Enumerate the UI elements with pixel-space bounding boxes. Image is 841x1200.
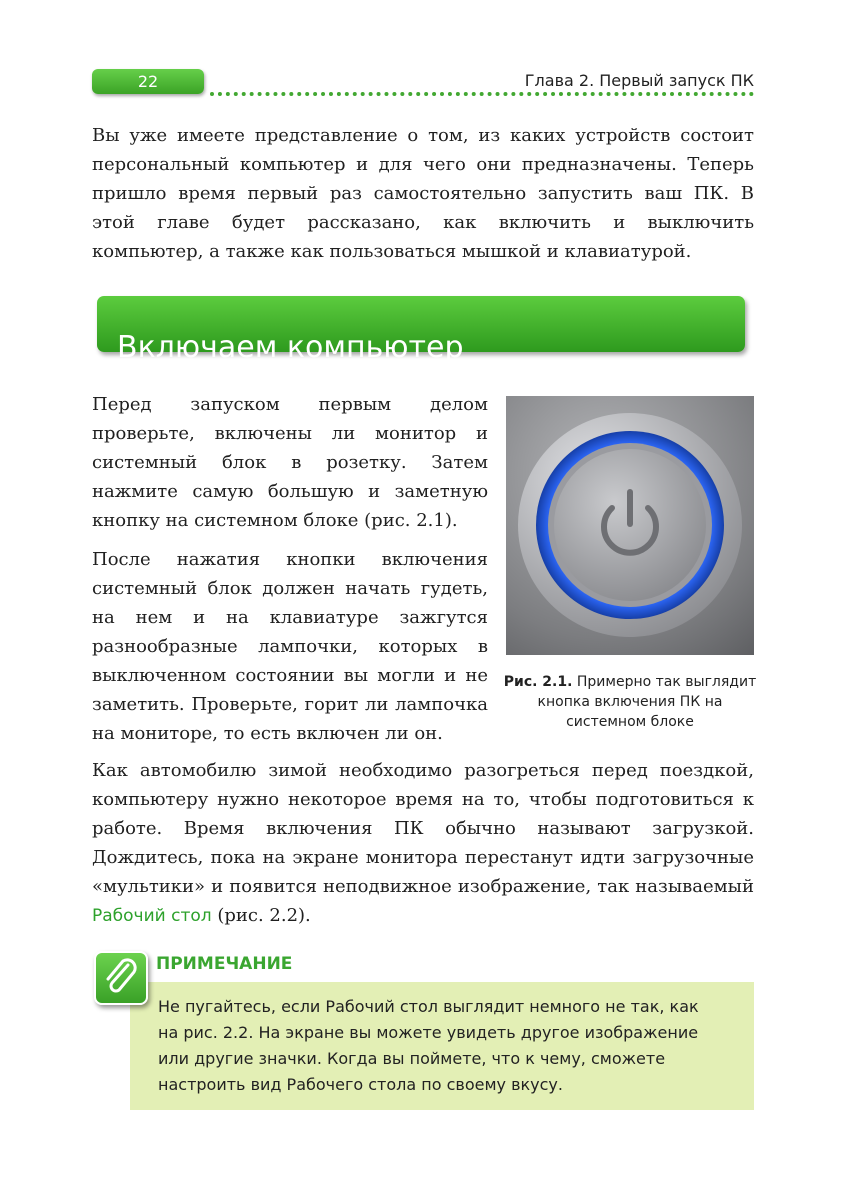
power-icon <box>506 396 754 655</box>
header-dotted-divider <box>210 92 754 96</box>
figure-caption <box>500 672 760 732</box>
paragraph-boot-end: (рис. 2.2). <box>211 905 311 926</box>
figure-label: Рис. 2.1. <box>503 674 573 690</box>
page-number: 22 <box>92 69 204 94</box>
section-title: Включаем компьютер <box>117 329 464 365</box>
paragraph-check-power: Перед запуском первым делом проверьте, включены ли монитор и системный блок в розетку. Затем нажмите самую большую и заметную кнопку на системном блоке (рис. 2.1). <box>92 394 488 531</box>
note-text: Не пугайтесь, если Рабочий стол выглядит немного не так, как на рис. 2.2. На экране вы можете увидеть другое изображение или другие значки. Когда вы поймете, что к чему, сможете настроить вид Рабочего стола по своему вкусу. <box>158 997 699 1094</box>
note-box <box>130 982 754 1110</box>
chapter-title: Глава 2. Первый запуск ПК <box>524 71 754 90</box>
intro-paragraph: Вы уже имеете представление о том, из каких устройств состоит персональный компьютер и для чего они предназначены. Теперь пришло время первый раз самостоятельно запустить ваш ПК. В этой главе будет рассказано, как включить и выключить компьютер, а также как пользоваться мышкой и клавиатурой. <box>92 125 754 262</box>
paperclip-icon <box>94 951 148 1005</box>
figure-power-button-photo <box>506 396 754 655</box>
figure-caption-text: Примерно так выглядит кнопка включения ПК на системном блоке <box>537 674 757 730</box>
note-label: ПРИМЕЧАНИЕ <box>156 954 293 974</box>
paragraph-boot <box>92 756 754 931</box>
paragraph-boot-text: Как автомобилю зимой необходимо разогреться перед поездкой, компьютеру нужно некоторое время на то, чтобы подготовиться к работе. Время включения ПК обычно называют загрузкой. Дождитесь, пока на экране монитора перестанут идти загрузочные «мультики» и появится неподвижное изображение, так называемый <box>92 760 754 897</box>
section-banner <box>97 296 745 365</box>
page-header <box>92 67 754 99</box>
term-desktop: Рабочий стол <box>92 906 212 926</box>
paragraph-after-power: После нажатия кнопки включения системный блок должен начать гудеть, на нем и на клавиатуре зажгутся разнообразные лампочки, которых в выключенном состоянии вы могли и не заметить. Проверьте, горит ли лампочка на мониторе, то есть включен ли он. <box>92 549 488 744</box>
